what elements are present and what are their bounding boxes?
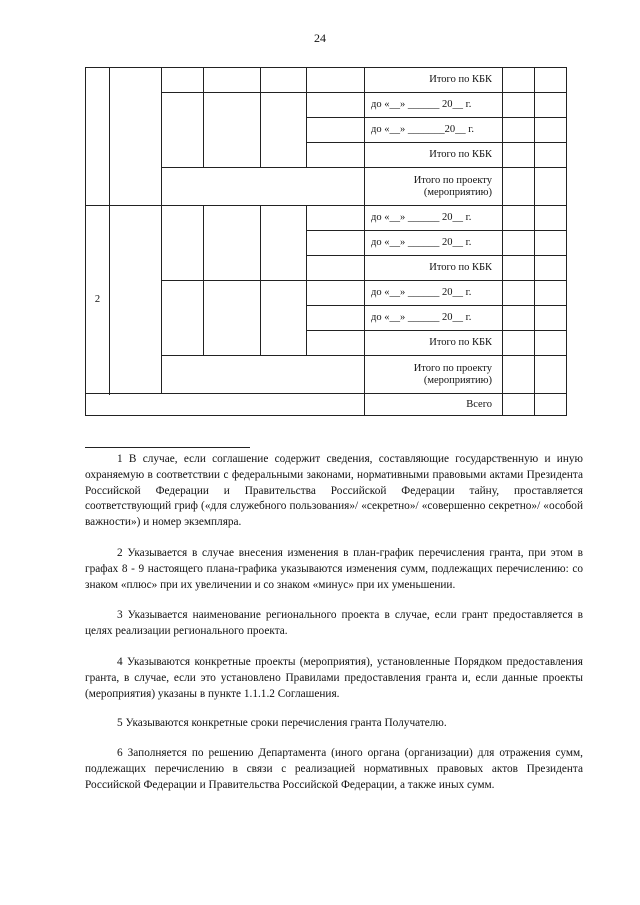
due-date-cell: до «__» ______ 20__ г. [365,206,503,231]
vsego-label: Всего [365,394,503,416]
table-cell [535,356,567,394]
table-cell [162,356,365,394]
itogo-kbk-label: Итого по КБК [365,256,503,281]
table-cell [261,93,307,168]
itogo-kbk-label: Итого по КБК [365,68,503,93]
table-cell [535,68,567,93]
table-cell [261,206,307,281]
table-cell [261,281,307,356]
itogo-proekt-label: Итого по проекту (мероприятию) [365,356,503,394]
table-cell [86,68,110,206]
table-cell [307,93,365,118]
table-cell [503,168,535,206]
table-cell [307,281,365,306]
table-cell [535,394,567,416]
table-cell [261,68,307,93]
table-cell [503,206,535,231]
table-row [86,68,567,93]
page-number: 24 [314,31,326,45]
table-cell [503,118,535,143]
table-cell [307,68,365,93]
table-cell [503,68,535,93]
footnote-4: 4 Указываются конкретные проекты (мероприятия), установленные Порядком предоставления гранта, в случае, если это установлено Правилами предоставления гранта и, если данные проекты (мероприятия) указаны в пункте 1.1.1.2 Соглашения. [85,655,583,700]
itogo-kbk-label: Итого по КБК [365,331,503,356]
table-cell [535,168,567,206]
due-date-cell: до «__» _______20__ г. [365,118,503,143]
table-cell [535,231,567,256]
table-cell [503,306,535,331]
table-cell [307,331,365,356]
table-cell [503,331,535,356]
table-cell [204,281,261,356]
table-cell [110,68,162,206]
due-date-cell: до «__» ______ 20__ г. [365,93,503,118]
payment-schedule-table [85,67,567,416]
table-cell [204,93,261,168]
table-cell [307,206,365,231]
due-date-cell: до «__» ______ 20__ г. [365,306,503,331]
table-cell [162,168,365,206]
footnotes [85,452,583,794]
footnote-6: 6 Заполняется по решению Департамента (иного органа (организации) для отражения сумм, подлежащих перечислению в связи с реализацией нормативных правовых актов Президента Российской Федерации и Правительства Российской Федерации, а также иных сумм. [85,747,583,791]
due-date-cell: до «__» ______ 20__ г. [365,231,503,256]
itogo-kbk-label: Итого по КБК [365,143,503,168]
table-cell [307,118,365,143]
table-row [86,394,567,416]
table-cell [503,93,535,118]
table-cell [307,143,365,168]
table-cell [86,394,365,416]
table-cell [535,281,567,306]
table-cell [307,256,365,281]
footnote-5: 5 Указываются конкретные сроки перечисления гранта Получателю. [117,717,447,730]
footnote-3: 3 Указывается наименование регионального проекта в случае, если грант предоставляется в целях реализации регионального проекта. [85,609,583,638]
table-cell [535,93,567,118]
table-cell [535,331,567,356]
itogo-proekt-label: Итого по проекту (мероприятию) [365,168,503,206]
table-row [86,206,567,231]
row-number: 2 [86,206,110,394]
table-cell [204,206,261,281]
table-cell [162,68,204,93]
table-cell [535,118,567,143]
table-cell [307,306,365,331]
due-date-cell: до «__» ______ 20__ г. [365,281,503,306]
table-cell [162,281,204,356]
table-cell [503,394,535,416]
table-cell [307,231,365,256]
table-cell [204,68,261,93]
table-cell [110,206,162,394]
footnote-divider [85,447,250,448]
table-cell [535,143,567,168]
table-cell [535,256,567,281]
table-cell [503,231,535,256]
table-cell [503,143,535,168]
table-cell [503,256,535,281]
footnote-1: 1 В случае, если соглашение содержит сведения, составляющие государственную и иную охраняемую в соответствии с федеральными законами, нормативными правовыми актами Президента Российской Федерации и Правительства Российской Федерации тайну, проставляется соответствующий гриф («для служебного пользования»/ «секретно»/ «совершенно секретно»/ «особой важности») и номер экземпляра. [85,453,583,529]
table-cell [503,356,535,394]
table-cell [535,306,567,331]
table-cell [162,93,204,168]
table-cell [503,281,535,306]
table-cell [535,206,567,231]
table-cell [162,206,204,281]
footnote-2: 2 Указывается в случае внесения изменения в план-график перечисления гранта, при этом в графах 8 - 9 настоящего плана-графика указываются изменения сумм, подлежащих перечислению: со знаком «плюс» при их увеличении и со знаком «минус» при их уменьшении. [85,546,583,591]
